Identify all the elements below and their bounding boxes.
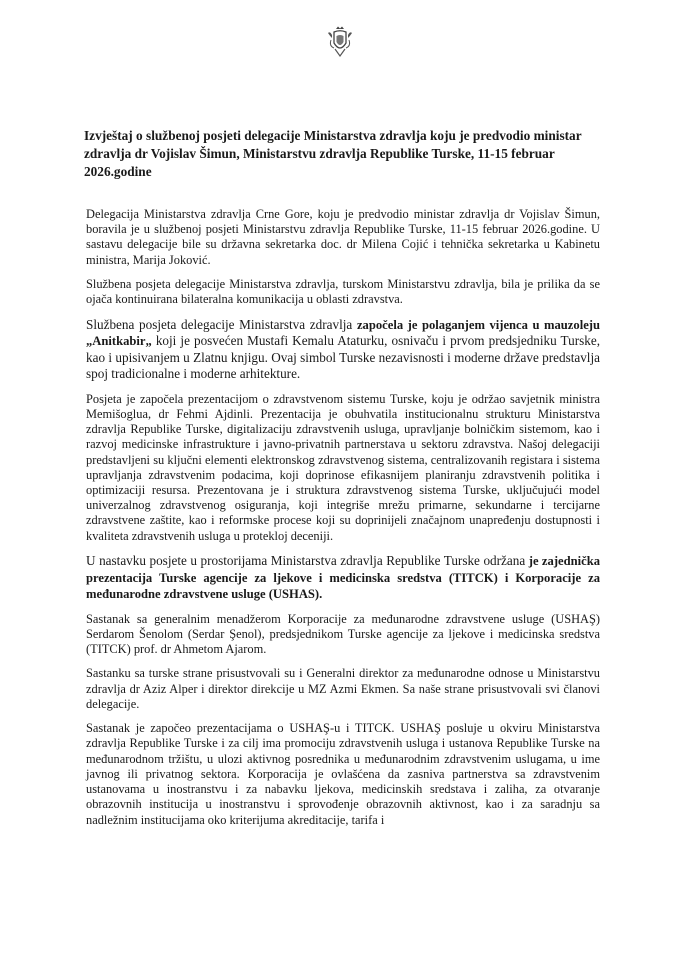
paragraph-delegation: Delegacija Ministarstva zdravlja Crne Gore, koju je predvodio ministar zdravlja dr Vojislav Šimun, boravila je u službenoj posjeti Ministarstvu zdravlja Republike Turske, 11-15 februar 2026.godine. U sastavu delegacije bile su državna sekretarka doc. dr Milena Cojić i tehnička sekretarka u Kabinetu ministra, Marija Joković. xyxy=(86,207,600,267)
paragraph-joint-intro: U nastavku posjete u prostorijama Ministarstva zdravlja Republike Turske održana xyxy=(86,553,529,568)
paragraph-wreath-highlight: započela je polaganjem vijenca u mauzoleju „Anitkabir„ xyxy=(86,317,600,349)
paragraph-meeting: Sastanak sa generalnim menadžerom Korporacije za međunarodne zdravstvene usluge (USHAŞ) Serdarom Šenolom (Serdar Şenol), predsjednikom Turske agencije za ljekove i medicinska sredstva (TITCK) prof. dr Ahmetom Ajarom. xyxy=(86,611,600,657)
paragraph-joint-presentation xyxy=(86,553,600,603)
paragraph-wreath-rest: koji je posvećen Mustafi Kemalu Ataturku, osnivaču i prvom predsjedniku Turske, kao i upisivanjem u Zlatnu knjigu. Ovaj simbol Turske nezavisnosti i moderne države predstavlja spoj tradicionalne i moderne arhitekture. xyxy=(86,333,600,382)
report-title: Izvještaj o službenoj posjeti delegacije Ministarstva zdravlja koju je predvodio ministar zdravlja dr Vojislav Šimun, Ministarstvu zdravlja Republike Turske, 11-15 februar 2026.godine xyxy=(84,128,582,179)
paragraph-purpose: Službena posjeta delegacije Ministarstva zdravlja, turskom Ministarstvu zdravlja, bila je prilika da se ojača kontinuirana bilateralna komunikacija u oblasti zdravstva. xyxy=(86,277,600,307)
paragraph-joint-highlight: je zajednička prezentacija Turske agencije za ljekove i medicinska sredstva (TITCK) i Korporacije za međunarodne zdravstvene usluge (USHAS). xyxy=(86,554,601,601)
paragraph-attendees: Sastanku sa turske strane prisustvovali su i Generalni direktor za međunarodne odnose u Ministarstvu zdravlja dr Aziz Alper i direktor direkcije u MZ Azmi Ekmen. Sa naše strane prisustvovali svi članovi delegacije. xyxy=(86,666,600,711)
paragraph-wreath-intro: Službena posjeta delegacije Ministarstva zdravlja xyxy=(86,316,357,332)
paragraph-health-system: Posjeta je započela prezentacijom o zdravstvenom sistemu Turske, koju je održao savjetnik ministra Memišoglua, dr Fehmi Ajdinli. Prezentacija je obuhvatila institucionalnu strukturu Ministarstva zdravlja Republike Turske, digitalizaciju zdravstvenih usluga, upravljanje bolničkim sistemom, kao i razvoj medicinske infrastrukture i javno-privatnih partnerstava u sektoru zdravstva. Našoj delegaciji predstavljeni su ključni elementi elektronskog zdravstvenog sistema, centralizovanih registara i sistema upravljanja zdravstvenim podacima, koji doprinose efikasnijem planiranju zdravstvenih politika i optimizaciji resursa. Prezentovana je i struktura zdravstvenog sistema Turske, uključujući model univerzalnog zdravstvenog osiguranja, koji integriše mrežu primarne, sekundarne i tercijarne zdravstvene zaštite, kao i reformske procese koji su doprinijeli značajnom unapređenju dostupnosti i kvaliteta zdravstvenih usluga u protekloj deceniji. xyxy=(86,391,600,543)
report-body xyxy=(86,207,600,837)
paragraph-wreath xyxy=(86,317,600,383)
paragraph-ushas: Sastanak je započeo prezentacijama o USHAŞ-u i TITCK. USHAŞ posluje u okviru Ministarstva zdravlja Republike Turske i za cilj ima promociju zdravstvenih usluga i ustanova Republike Turske na međunarodnom tržištu, u ulozi aktivnog posrednika u međunarodnim zdravstvenim uslugama, u ime javnog ili privatnog sektora. Korporacija je ovlašćena da zasniva partnerstva sa zdravstvenim ustanovama u inostranstvu i za nabavku ljekova, medicinskih sredstava i zaliha, za otvaranje obrazovnih institucija u inostranstvu i sprovođenje obrazovnih aktivnost, kao i za saradnju sa nadležnim institucijama oko kriterijuma akreditacije, tarifa i xyxy=(86,721,600,827)
coat-of-arms-icon xyxy=(327,26,353,58)
